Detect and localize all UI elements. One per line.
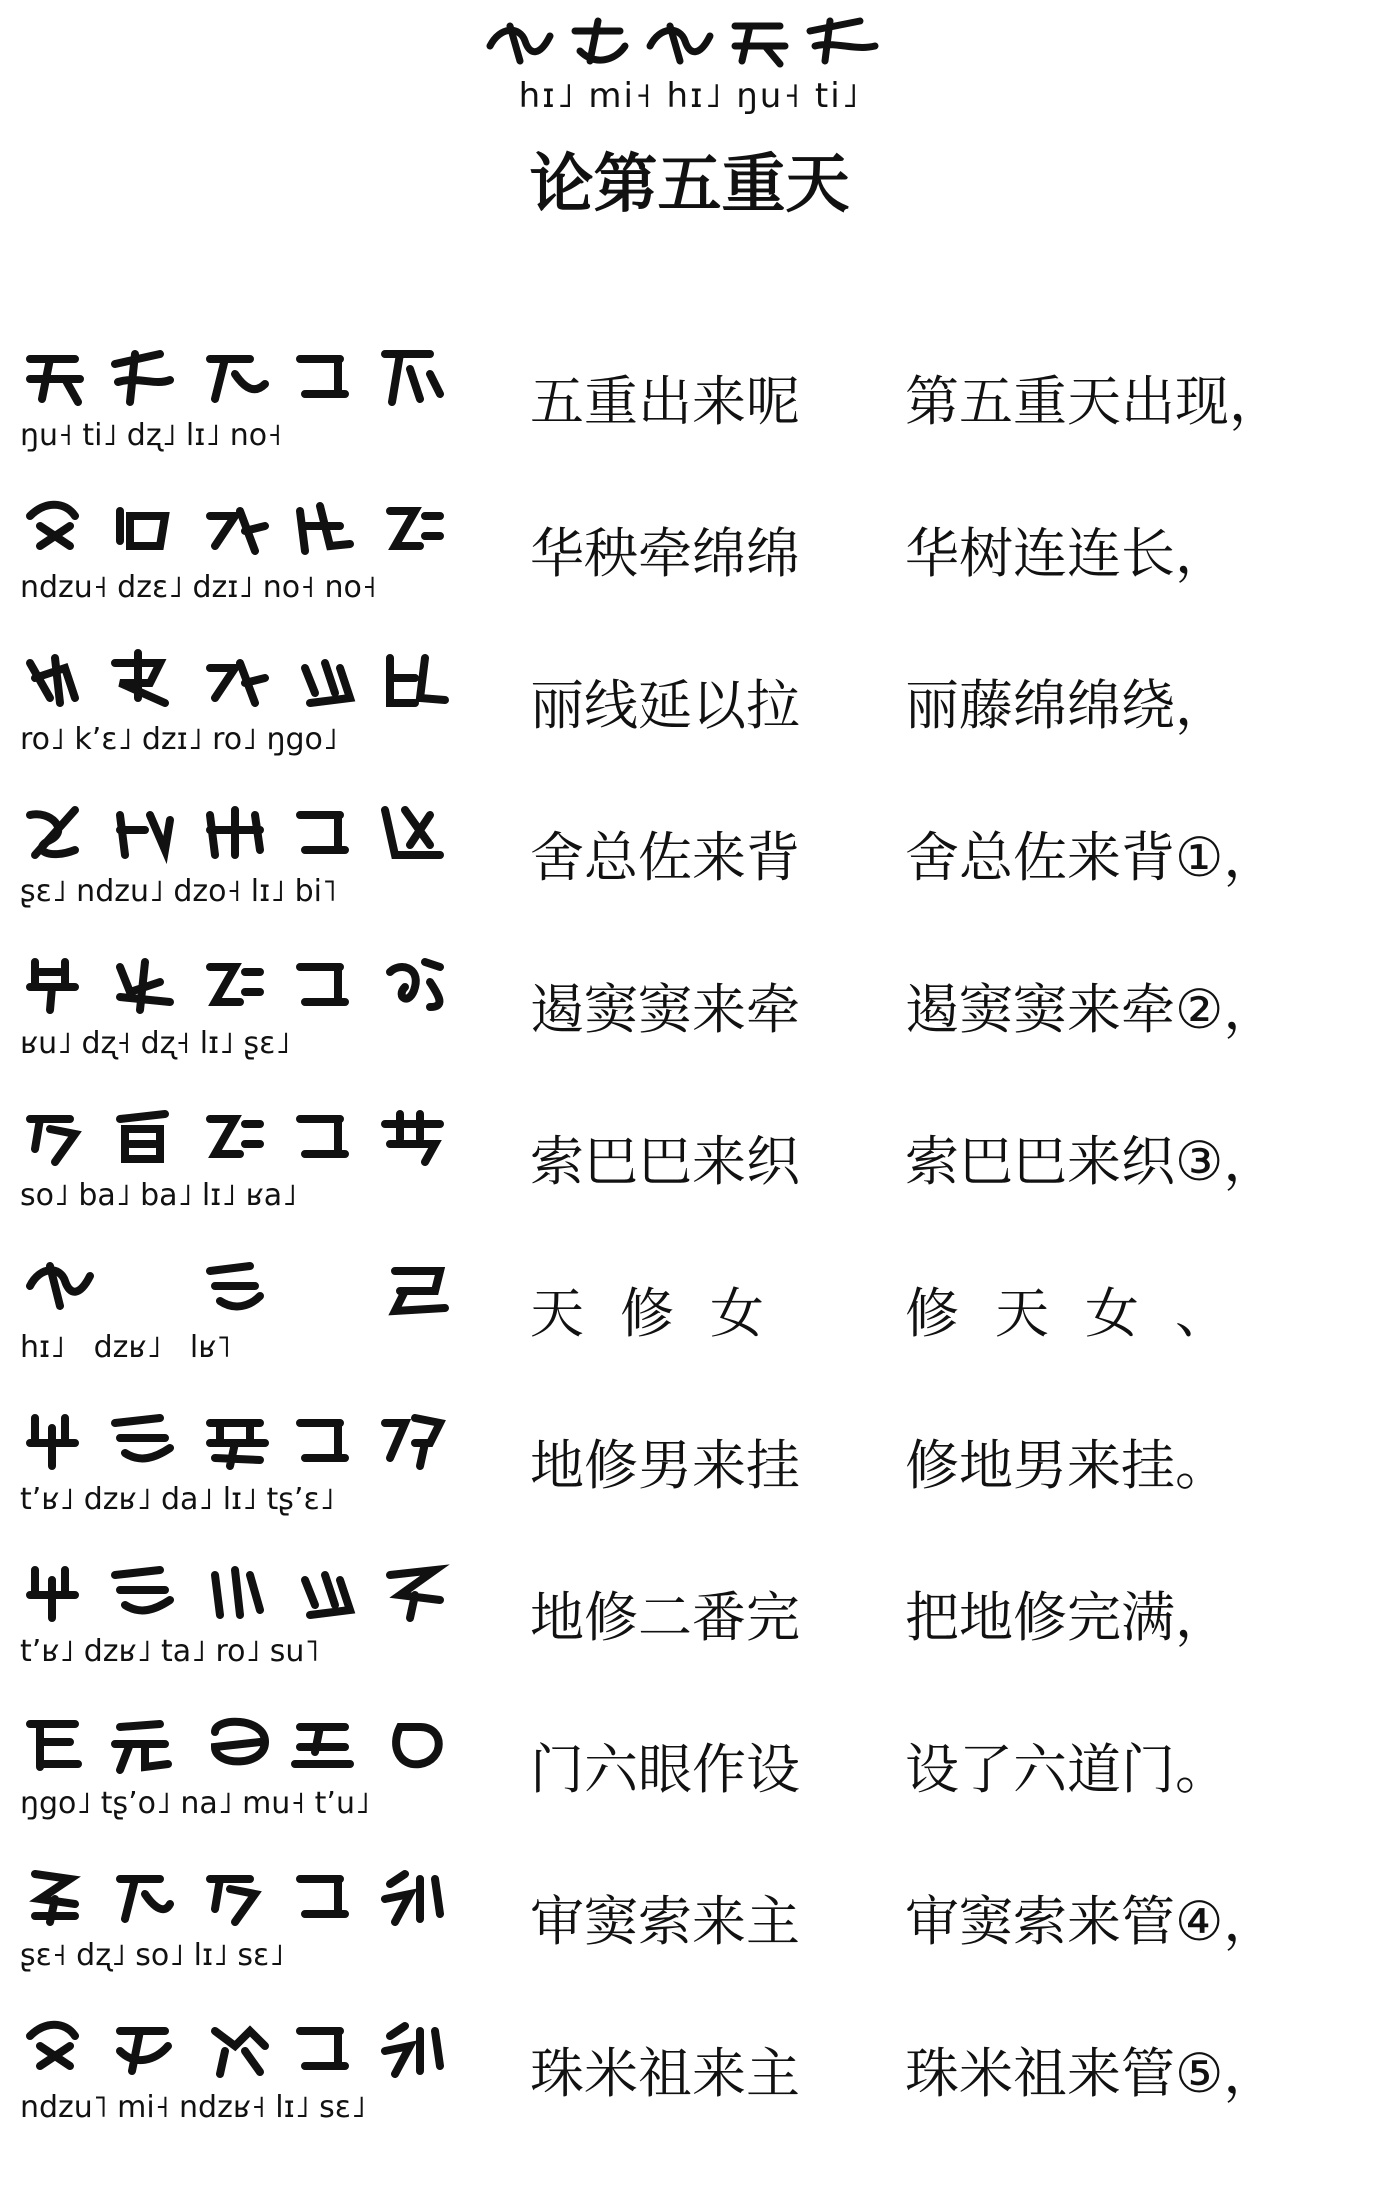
yi-script-glyphs [20, 1854, 460, 1934]
script-cell [20, 638, 460, 778]
verse-row [0, 330, 1379, 482]
yi-script-glyphs [20, 1702, 460, 1782]
literal-translation: 地修男来挂 [530, 1434, 800, 1497]
literal-translation: 地修二番完 [530, 1586, 800, 1649]
yi-script-glyphs [20, 486, 460, 566]
yi-script-glyphs [20, 2006, 460, 2086]
yi-script-glyphs [20, 790, 460, 870]
free-translation: 设了六道门。 [905, 1738, 1229, 1801]
romanization: ʁu˩ dʐ˧ dʐ˧ lɪ˩ ʂɛ˩ [20, 1026, 291, 1061]
script-cell [20, 1854, 460, 1994]
verse-row [0, 1394, 1379, 1546]
verse-row [0, 938, 1379, 1090]
romanization: ro˩ kʼɛ˩ dzɪ˩ ro˩ ŋgo˩ [20, 722, 338, 757]
script-cell [20, 942, 460, 1082]
script-cell [20, 1398, 460, 1538]
yi-script-glyphs [20, 1550, 460, 1630]
literal-translation: 门六眼作设 [530, 1738, 800, 1801]
verse-list [0, 330, 1379, 2154]
literal-translation: 天修女 [530, 1282, 800, 1345]
romanization: tʼʁ˩ dzʁ˩ ta˩ ro˩ su˥ [20, 1634, 320, 1669]
romanization: tʼʁ˩ dzʁ˩ da˩ lɪ˩ tʂʼɛ˩ [20, 1482, 335, 1517]
romanization: hɪ˩ dzʁ˩ lʁ˥ [20, 1330, 232, 1365]
yi-script-glyphs [20, 638, 460, 718]
script-cell [20, 1246, 460, 1386]
verse-row [0, 482, 1379, 634]
romanization: ndzu˧ dzɛ˩ dzɪ˩ no˧ no˧ [20, 570, 377, 605]
free-translation: 珠米祖来管⑤， [905, 2042, 1278, 2105]
verse-row [0, 1546, 1379, 1698]
literal-translation: 珠米祖来主 [530, 2042, 800, 2105]
free-translation: 修天女、 [905, 1282, 1265, 1345]
script-cell [20, 1094, 460, 1234]
verse-row [0, 1242, 1379, 1394]
literal-translation: 审窦索来主 [530, 1890, 800, 1953]
script-cell [20, 790, 460, 930]
romanization: ʂɛ˩ ndzu˩ dzo˧ lɪ˩ bi˥ [20, 874, 337, 909]
free-translation: 华树连连长， [905, 522, 1229, 585]
verse-row [0, 786, 1379, 938]
romanization: ŋgo˩ tʂʼo˩ na˩ mu˧ tʼu˩ [20, 1786, 370, 1821]
yi-script-glyphs [20, 942, 460, 1022]
document-header [0, 0, 1379, 260]
romanization: so˩ ba˩ ba˩ lɪ˩ ʁa˩ [20, 1178, 297, 1213]
literal-translation: 华秧牵绵绵 [530, 522, 800, 585]
romanization: ʂɛ˧ dʐ˩ so˩ lɪ˩ sɛ˩ [20, 1938, 285, 1973]
free-translation: 舍总佐来背①， [905, 826, 1278, 889]
verse-row [0, 2002, 1379, 2154]
free-translation: 第五重天出现， [905, 370, 1283, 433]
free-translation: 索巴巴来织③， [905, 1130, 1278, 1193]
script-cell [20, 486, 460, 626]
verse-row [0, 1090, 1379, 1242]
yi-script-glyphs [20, 1398, 460, 1478]
free-translation: 修地男来挂。 [905, 1434, 1229, 1497]
literal-translation: 遏窦窦来牵 [530, 978, 800, 1041]
literal-translation: 舍总佐来背 [530, 826, 800, 889]
script-cell [20, 1702, 460, 1842]
yi-script-glyphs [20, 1246, 460, 1326]
verse-row [0, 1698, 1379, 1850]
title-romanization: hɪ˩ mi˧ hɪ˩ ŋu˧ ti˩ [518, 76, 861, 116]
verse-row [0, 634, 1379, 786]
verse-row [0, 1850, 1379, 2002]
free-translation: 审窦索来管④， [905, 1890, 1278, 1953]
yi-script-glyphs [20, 334, 460, 414]
romanization: ŋu˧ ti˩ dʐ˩ lɪ˩ no˧ [20, 418, 282, 453]
script-cell [20, 334, 460, 474]
free-translation: 把地修完满， [905, 1586, 1229, 1649]
script-cell [20, 2006, 460, 2146]
title-script-drawing [480, 6, 900, 76]
literal-translation: 丽线延以拉 [530, 674, 800, 737]
romanization: ndzu˥ mi˧ ndzʁ˧ lɪ˩ sɛ˩ [20, 2090, 366, 2125]
free-translation: 遏窦窦来牵②， [905, 978, 1278, 1041]
free-translation: 丽藤绵绵绕， [905, 674, 1229, 737]
page-title: 论第五重天 [529, 148, 850, 222]
title-script-glyphs [0, 6, 1379, 76]
script-cell [20, 1550, 460, 1690]
yi-script-glyphs [20, 1094, 460, 1174]
literal-translation: 五重出来呢 [530, 370, 800, 433]
literal-translation: 索巴巴来织 [530, 1130, 800, 1193]
